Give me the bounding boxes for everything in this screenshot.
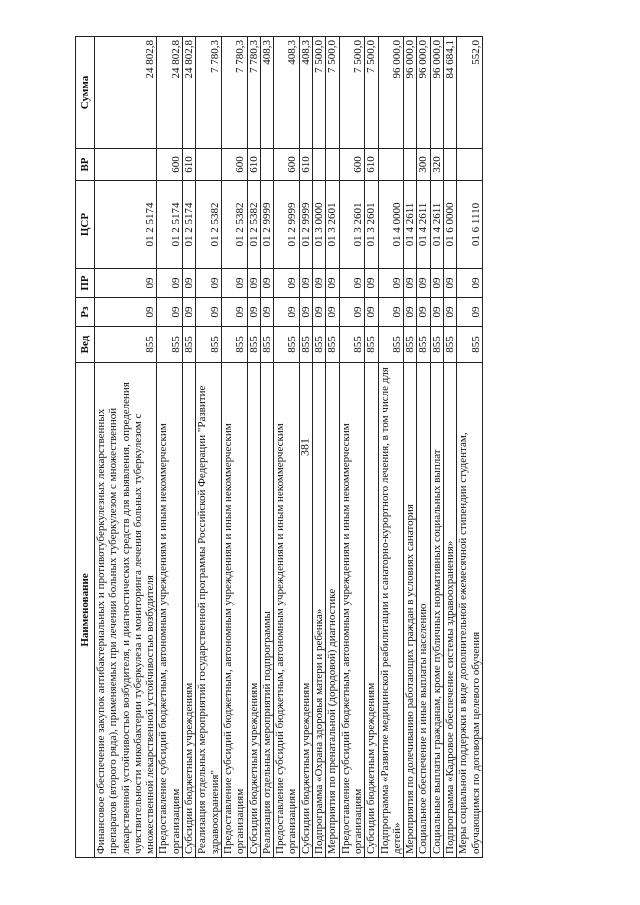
cell-pr: 09 (221, 269, 247, 298)
cell-name: Субсидии бюджетным учреждениям (247, 363, 260, 858)
cell-rz: 09 (417, 298, 430, 327)
cell-csr: 01 2 5174 (183, 181, 196, 269)
cell-pr: 09 (457, 269, 483, 298)
cell-ved: 855 (299, 327, 312, 363)
cell-csr: 01 2 9999 (260, 181, 273, 269)
cell-ved: 855 (260, 327, 273, 363)
cell-pr: 09 (339, 269, 365, 298)
cell-pr: 09 (417, 269, 430, 298)
cell-csr: 01 4 2611 (404, 181, 417, 269)
cell-sum: 7 780,3 (247, 37, 260, 149)
table-row (274, 37, 300, 858)
cell-pr: 09 (95, 269, 157, 298)
cell-vr (378, 149, 404, 181)
cell-sum: 408,3 (260, 37, 273, 149)
cell-rz: 09 (274, 298, 300, 327)
cell-name: Реализация отдельных мероприятий подпрограммы (260, 363, 273, 858)
cell-pr: 09 (313, 269, 326, 298)
cell-ved: 855 (430, 327, 443, 363)
cell-sum: 96 000,0 (430, 37, 443, 149)
cell-csr: 01 6 1110 (457, 181, 483, 269)
cell-name: Предоставление субсидий бюджетным, автономным учреждениям и иным некоммерческим организациям (274, 363, 300, 858)
cell-rz: 09 (183, 298, 196, 327)
table-row (430, 37, 443, 858)
cell-pr: 09 (444, 269, 457, 298)
table-row (417, 37, 430, 858)
cell-pr: 09 (247, 269, 260, 298)
cell-vr (444, 149, 457, 181)
cell-csr: 01 3 0000 (313, 181, 326, 269)
cell-sum: 7 500,0 (365, 37, 378, 149)
table-row (457, 37, 483, 858)
table-row (183, 37, 196, 858)
cell-vr: 610 (365, 149, 378, 181)
table-row (196, 37, 222, 858)
cell-sum: 408,3 (299, 37, 312, 149)
cell-ved: 855 (365, 327, 378, 363)
cell-rz: 09 (196, 298, 222, 327)
cell-pr: 09 (183, 269, 196, 298)
cell-ved: 855 (313, 327, 326, 363)
cell-sum: 24 802,8 (157, 37, 183, 149)
cell-vr (457, 149, 483, 181)
col-header-csr: ЦСР (76, 181, 95, 269)
table-row (221, 37, 247, 858)
cell-sum: 24 802,8 (183, 37, 196, 149)
cell-rz: 09 (157, 298, 183, 327)
cell-vr: 600 (221, 149, 247, 181)
cell-name: Подпрограмма «Охрана здоровья матери и ребенка» (313, 363, 326, 858)
cell-pr: 09 (260, 269, 273, 298)
cell-pr: 09 (274, 269, 300, 298)
budget-table (75, 36, 483, 858)
table-row (260, 37, 273, 858)
cell-sum: 84 684,1 (444, 37, 457, 149)
rotated-page (75, 37, 565, 858)
page-number: 381 (297, 438, 312, 456)
cell-sum: 7 500,0 (339, 37, 365, 149)
cell-rz: 09 (299, 298, 312, 327)
cell-pr: 09 (196, 269, 222, 298)
cell-rz: 09 (365, 298, 378, 327)
cell-sum: 96 000,0 (378, 37, 404, 149)
cell-ved: 855 (417, 327, 430, 363)
cell-pr: 09 (378, 269, 404, 298)
cell-name: Субсидии бюджетным учреждениям (299, 363, 312, 858)
table-row (313, 37, 326, 858)
table-row (339, 37, 365, 858)
cell-vr: 600 (157, 149, 183, 181)
cell-rz: 09 (95, 298, 157, 327)
col-header-ved: Вед (76, 327, 95, 363)
cell-sum: 7 500,0 (313, 37, 326, 149)
table-row (365, 37, 378, 858)
cell-sum: 7 780,3 (221, 37, 247, 149)
cell-rz: 09 (260, 298, 273, 327)
cell-rz: 09 (326, 298, 339, 327)
cell-sum: 7 780,3 (196, 37, 222, 149)
cell-ved: 855 (221, 327, 247, 363)
cell-pr: 09 (430, 269, 443, 298)
cell-ved: 855 (183, 327, 196, 363)
table-row (95, 37, 157, 858)
cell-name: Реализация отдельных мероприятий государственной программы Российской Федерации "Развитие здравоохранения" (196, 363, 222, 858)
table-row (247, 37, 260, 858)
cell-ved: 855 (247, 327, 260, 363)
cell-csr: 01 2 5382 (196, 181, 222, 269)
cell-csr: 01 4 2611 (430, 181, 443, 269)
cell-csr: 01 2 5174 (95, 181, 157, 269)
cell-pr: 09 (299, 269, 312, 298)
cell-name: Субсидии бюджетным учреждениям (365, 363, 378, 858)
cell-csr: 01 3 2601 (365, 181, 378, 269)
cell-name: Предоставление субсидий бюджетным, автономным учреждениям и иным некоммерческим организациям (221, 363, 247, 858)
cell-ved: 855 (326, 327, 339, 363)
cell-csr: 01 2 5382 (247, 181, 260, 269)
cell-vr: 600 (339, 149, 365, 181)
cell-csr: 01 4 2611 (417, 181, 430, 269)
table-row (404, 37, 417, 858)
cell-vr: 610 (299, 149, 312, 181)
table-row (444, 37, 457, 858)
table-row (157, 37, 183, 858)
table-row (326, 37, 339, 858)
cell-ved: 855 (378, 327, 404, 363)
cell-vr (313, 149, 326, 181)
cell-sum: 7 500,0 (326, 37, 339, 149)
table-row (299, 37, 312, 858)
cell-vr: 300 (417, 149, 430, 181)
cell-ved: 855 (157, 327, 183, 363)
cell-csr: 01 3 2601 (339, 181, 365, 269)
cell-vr: 600 (274, 149, 300, 181)
table-header-row (76, 37, 95, 858)
cell-sum: 96 000,0 (404, 37, 417, 149)
col-header-name: Наименование (76, 363, 95, 858)
cell-name: Меры социальной поддержки в виде дополнительной ежемесячной стипендии студентам, обучающимся по договорам целевого обучения (457, 363, 483, 858)
cell-ved: 855 (404, 327, 417, 363)
cell-ved: 855 (339, 327, 365, 363)
cell-vr (326, 149, 339, 181)
cell-rz: 09 (378, 298, 404, 327)
cell-name: Социальное обеспечение и иные выплаты населению (417, 363, 430, 858)
cell-ved: 855 (274, 327, 300, 363)
cell-pr: 09 (365, 269, 378, 298)
cell-name: Социальные выплаты гражданам, кроме публичных нормативных социальных выплат (430, 363, 443, 858)
cell-vr: 320 (430, 149, 443, 181)
cell-csr: 01 2 5174 (157, 181, 183, 269)
cell-sum: 552,0 (457, 37, 483, 149)
cell-csr: 01 2 9999 (299, 181, 312, 269)
cell-vr (260, 149, 273, 181)
cell-vr (95, 149, 157, 181)
col-header-pr: ПР (76, 269, 95, 298)
cell-csr: 01 3 2601 (326, 181, 339, 269)
cell-name: Подпрограмма «Развитие медицинской реабилитации и санаторно-курортного лечения, в том числе для детей» (378, 363, 404, 858)
cell-vr (196, 149, 222, 181)
cell-pr: 09 (326, 269, 339, 298)
cell-vr: 610 (247, 149, 260, 181)
col-header-sum: Сумма (76, 37, 95, 149)
cell-csr: 01 6 0000 (444, 181, 457, 269)
cell-name: Мероприятия по пренатальной (дородовой) диагностике (326, 363, 339, 858)
cell-csr: 01 4 0000 (378, 181, 404, 269)
cell-ved: 855 (196, 327, 222, 363)
cell-sum: 24 802,8 (95, 37, 157, 149)
cell-name: Финансовое обеспечение закупок антибактериальных и противотуберкулезных лекарственных препаратов (второго ряда), применяемых при лечении больных туберкулезом с множественной лекарственной устойчивостью возбудителя, и диагностических средств для выявления, определения чувствительности микобактерии туберкулеза и мониторинга лечения больных туберкулезом с множественной лекарственной устойчивостью возбудителя (95, 363, 157, 858)
cell-name: Мероприятия по долечиванию работающих граждан в условиях санатория (404, 363, 417, 858)
cell-rz: 09 (404, 298, 417, 327)
cell-vr (404, 149, 417, 181)
cell-rz: 09 (444, 298, 457, 327)
cell-ved: 855 (457, 327, 483, 363)
cell-pr: 09 (404, 269, 417, 298)
col-header-vr: ВР (76, 149, 95, 181)
cell-ved: 855 (444, 327, 457, 363)
cell-csr: 01 2 5382 (221, 181, 247, 269)
cell-pr: 09 (157, 269, 183, 298)
cell-name: Предоставление субсидий бюджетным, автономным учреждениям и иным некоммерческим организациям (157, 363, 183, 858)
cell-name: Предоставление субсидий бюджетным, автономным учреждениям и иным некоммерческим организациям (339, 363, 365, 858)
cell-vr: 610 (183, 149, 196, 181)
cell-rz: 09 (247, 298, 260, 327)
cell-csr: 01 2 9999 (274, 181, 300, 269)
cell-name: Субсидии бюджетным учреждениям (183, 363, 196, 858)
cell-ved: 855 (95, 327, 157, 363)
cell-rz: 09 (221, 298, 247, 327)
cell-name: Подпрограмма «Кадровое обеспечение системы здравоохранения» (444, 363, 457, 858)
cell-rz: 09 (339, 298, 365, 327)
cell-rz: 09 (313, 298, 326, 327)
cell-sum: 408,3 (274, 37, 300, 149)
cell-sum: 96 000,0 (417, 37, 430, 149)
col-header-rz: Рз (76, 298, 95, 327)
cell-rz: 09 (430, 298, 443, 327)
cell-rz: 09 (457, 298, 483, 327)
table-body (95, 37, 483, 858)
table-row (378, 37, 404, 858)
